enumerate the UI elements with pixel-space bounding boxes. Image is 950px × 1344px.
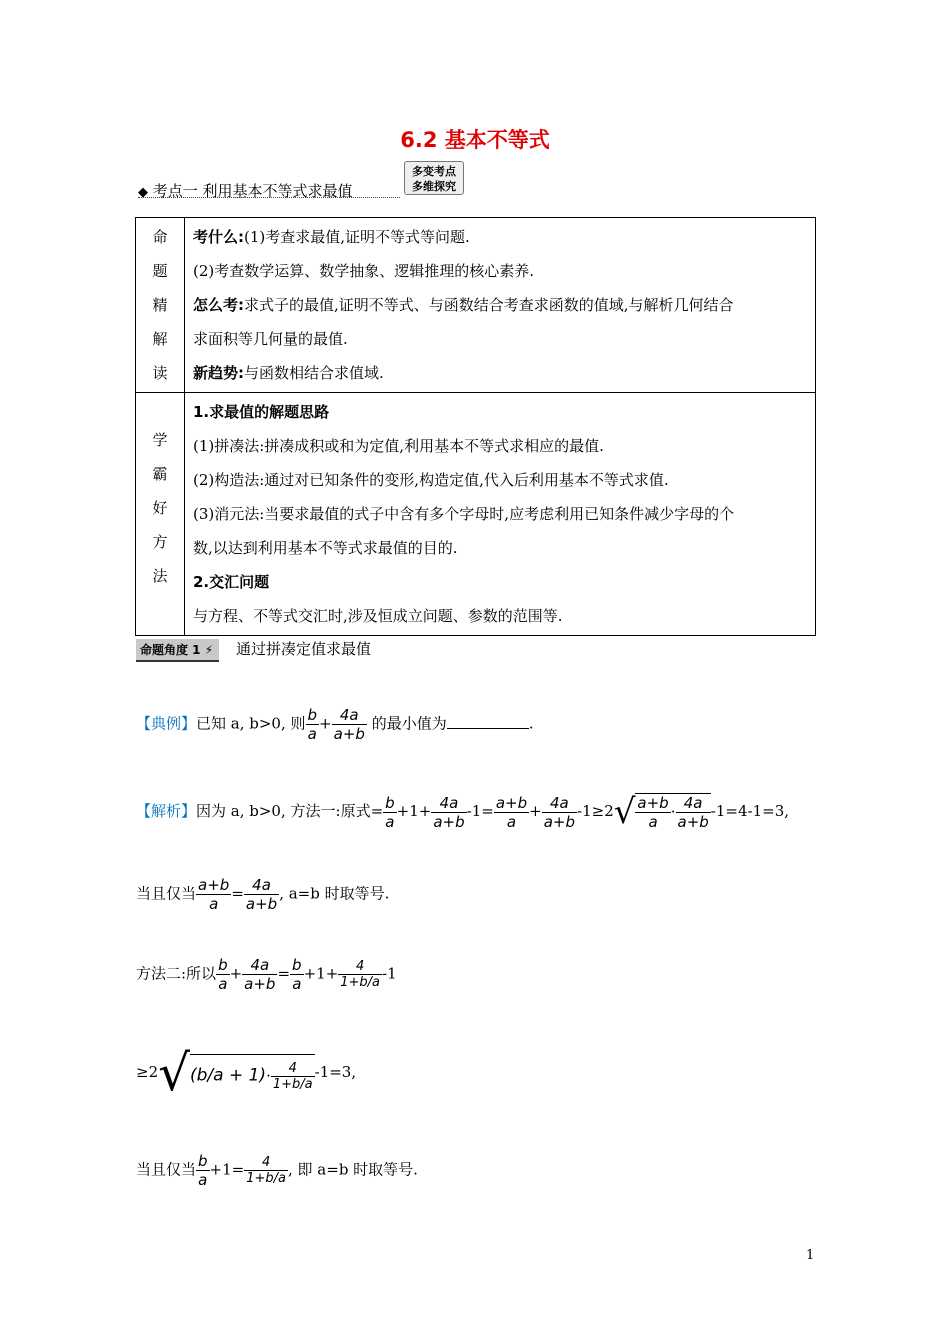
numerator: b xyxy=(292,956,302,974)
result: -1=4-1=3, xyxy=(710,802,790,820)
denominator: a xyxy=(218,975,228,993)
side-char: 霸 xyxy=(152,465,168,483)
bold-heading: 1.求最值的解题思路 xyxy=(193,403,330,421)
bold-label: 考什么: xyxy=(193,228,244,246)
text-line: (3)消元法:当要求最值的式子中含有多个字母时,应考虑利用已知条件减少字母的个 xyxy=(193,505,735,523)
row-heading xyxy=(136,393,185,636)
fraction xyxy=(383,794,397,831)
fraction xyxy=(196,876,231,913)
solution-line-1 xyxy=(136,792,789,832)
row-heading xyxy=(136,218,185,393)
side-char: 命 xyxy=(152,228,168,246)
sqrt-body xyxy=(635,793,710,831)
numerator: 4a xyxy=(242,956,277,975)
numerator: b xyxy=(218,956,228,974)
angle-text: 通过拼凑定值求最值 xyxy=(235,640,371,658)
fraction xyxy=(431,794,466,831)
fraction xyxy=(635,794,670,831)
fraction xyxy=(242,956,277,993)
row-content xyxy=(185,218,816,393)
text-line: 求式子的最值,证明不等式、与函数结合考查求函数的值域,与解析几何结合 xyxy=(244,296,734,314)
table-row xyxy=(136,218,816,393)
fraction xyxy=(196,1152,210,1189)
fraction xyxy=(338,959,382,990)
badge-line-1: 多变考点 xyxy=(412,165,456,178)
table-row xyxy=(136,393,816,636)
angle-tag-text: 命题角度 1 xyxy=(140,643,201,657)
sqrt-icon: √ xyxy=(158,1044,190,1102)
numerator: a+b xyxy=(198,876,230,894)
text-line: (2)考查数学运算、数学抽象、逻辑推理的核心素养. xyxy=(193,262,535,280)
paren-expr: (b/a + 1) xyxy=(190,1065,267,1086)
page-number: 1 xyxy=(806,1248,815,1263)
denominator: a+b xyxy=(677,813,709,831)
operator: + xyxy=(319,714,332,733)
text-line: 与方程、不等式交汇时,涉及恒成立问题、参数的范围等. xyxy=(193,607,563,625)
operator: ≥2 xyxy=(136,1063,159,1081)
example-line xyxy=(136,706,533,743)
numerator: 4 xyxy=(244,1155,288,1171)
answer-blank xyxy=(447,714,529,729)
denominator: a+b xyxy=(245,895,278,913)
operator: + xyxy=(229,964,243,983)
denominator: a xyxy=(307,725,317,743)
side-char: 精 xyxy=(152,296,168,314)
denominator: a xyxy=(506,812,517,831)
side-char: 读 xyxy=(152,364,168,382)
numerator: b xyxy=(198,1152,208,1170)
denominator: 1+b/a xyxy=(272,1077,313,1092)
operator: + xyxy=(529,802,542,820)
text: , a=b 时取等号. xyxy=(279,884,390,903)
method-2-line xyxy=(136,956,397,993)
solution-pre: 因为 a, b>0, 方法一:原式= xyxy=(196,802,384,820)
text-line: 求面积等几何量的最值. xyxy=(193,330,348,348)
text-line: (1)考查求最值,证明不等式等问题. xyxy=(244,228,470,246)
summary-table xyxy=(135,217,816,636)
side-char: 题 xyxy=(152,262,168,280)
side-char: 解 xyxy=(152,330,168,348)
badge-line-2: 多维探究 xyxy=(412,180,456,193)
solution-tag: 【解析】 xyxy=(136,802,197,820)
bold-heading: 2.交汇问题 xyxy=(193,573,270,591)
denominator: 1+b/a xyxy=(246,1171,286,1186)
operator: +1= xyxy=(209,1160,245,1179)
bold-label: 新趋势: xyxy=(193,364,244,382)
row-content xyxy=(185,393,816,636)
fraction xyxy=(244,876,279,913)
operator: · xyxy=(670,802,676,821)
fraction xyxy=(306,706,320,743)
page-title: 6.2 基本不等式 xyxy=(400,128,550,152)
text-line: 与函数相结合求值域. xyxy=(244,364,384,382)
text-line: (2)构造法:通过对已知条件的变形,构造定值,代入后利用基本不等式求值. xyxy=(193,471,669,489)
text: 当且仅当 xyxy=(136,1160,197,1179)
numerator: b xyxy=(385,793,395,812)
denominator: a xyxy=(198,1171,208,1189)
section-underline xyxy=(138,197,400,198)
operator: -1 xyxy=(382,964,397,983)
side-char: 法 xyxy=(152,567,168,585)
angle-heading xyxy=(136,638,371,662)
denominator: 1+b/a xyxy=(340,975,381,990)
numerator: 4a xyxy=(542,794,577,813)
operator: +1+ xyxy=(396,802,432,820)
result: -1=3, xyxy=(314,1063,357,1081)
example-post: 的最小值为 xyxy=(366,714,447,733)
condition-line-1 xyxy=(136,876,389,913)
side-char: 学 xyxy=(152,431,168,449)
text: 方法二:所以 xyxy=(136,964,217,983)
numerator: b xyxy=(307,706,318,724)
fraction xyxy=(290,956,304,993)
text-line: (1)拼凑法:拼凑成积或和为定值,利用基本不等式求相应的最值. xyxy=(193,437,604,455)
numerator: 4a xyxy=(676,794,711,813)
fraction xyxy=(494,794,529,831)
condition-line-2 xyxy=(136,1152,418,1189)
numerator: a+b xyxy=(637,794,669,812)
fraction xyxy=(676,794,711,831)
numerator: 4a xyxy=(332,706,367,725)
sqrt-icon: √ xyxy=(613,792,636,832)
denominator: a xyxy=(385,812,395,831)
denominator: a+b xyxy=(244,975,276,993)
denominator: a+b xyxy=(333,725,365,743)
text: 当且仅当 xyxy=(136,884,197,903)
numerator: a+b xyxy=(495,793,528,812)
denominator: a xyxy=(648,813,658,831)
operator: +1+ xyxy=(303,964,339,983)
example-tag: 【典例】 xyxy=(136,714,197,733)
operator: -1≥2 xyxy=(577,802,614,820)
operator: = xyxy=(231,884,244,903)
bold-label: 怎么考: xyxy=(193,296,244,314)
denominator: a+b xyxy=(543,812,576,831)
angle-tag xyxy=(136,639,219,662)
sqrt-body xyxy=(190,1054,315,1092)
inequality-line xyxy=(136,1044,356,1102)
fraction xyxy=(271,1061,315,1092)
denominator: a+b xyxy=(433,812,465,831)
side-char: 好 xyxy=(152,499,168,517)
text-line: 数,以达到利用基本不等式求最值的目的. xyxy=(193,539,458,557)
example-pre: 已知 a, b>0, 则 xyxy=(196,714,306,733)
section-label: 考点一 利用基本不等式求最值 xyxy=(152,182,353,200)
numerator: 4 xyxy=(338,959,382,975)
fraction xyxy=(542,794,577,831)
side-char: 方 xyxy=(152,533,168,551)
lightning-icon: ⚡ xyxy=(204,643,214,657)
fraction xyxy=(216,956,230,993)
denominator: a xyxy=(209,895,219,913)
operator: = xyxy=(277,964,291,983)
operator: -1= xyxy=(466,802,494,820)
numerator: 4 xyxy=(271,1061,315,1077)
numerator: 4a xyxy=(431,794,466,813)
denominator: a xyxy=(292,975,302,993)
period: . xyxy=(528,714,534,733)
fraction xyxy=(332,706,367,743)
operator: · xyxy=(266,1066,271,1085)
diamond-icon: ◆ xyxy=(138,185,148,200)
numerator: 4a xyxy=(244,876,279,895)
fraction xyxy=(244,1155,288,1186)
explore-badge xyxy=(404,161,464,195)
text: , 即 a=b 时取等号. xyxy=(288,1160,418,1179)
